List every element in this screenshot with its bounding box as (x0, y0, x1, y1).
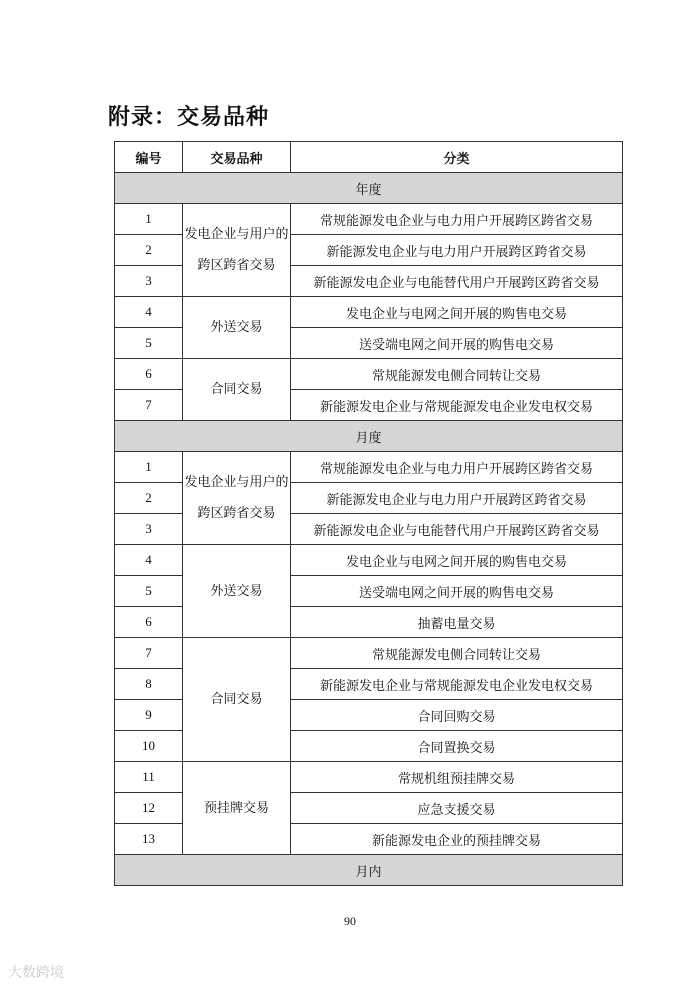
table-row (115, 297, 623, 328)
category-cell: 送受端电网之间开展的购售电交易 (291, 576, 623, 607)
row-number: 10 (115, 731, 183, 762)
row-number: 7 (115, 390, 183, 421)
row-number: 1 (115, 204, 183, 235)
trade-type-cell: 外送交易 (183, 545, 291, 638)
header-trade-type: 交易品种 (183, 142, 291, 173)
page-heading: 附录：交易品种 (108, 105, 270, 130)
row-number: 4 (115, 297, 183, 328)
category-cell: 新能源发电企业与常规能源发电企业发电权交易 (291, 390, 623, 421)
row-number: 13 (115, 824, 183, 855)
category-cell: 应急支援交易 (291, 793, 623, 824)
row-number: 12 (115, 793, 183, 824)
row-number: 9 (115, 700, 183, 731)
page-number: 90 (344, 914, 356, 928)
category-cell: 抽蓄电量交易 (291, 607, 623, 638)
row-number: 6 (115, 607, 183, 638)
trade-type-cell: 合同交易 (183, 359, 291, 421)
category-cell: 合同回购交易 (291, 700, 623, 731)
category-cell: 新能源发电企业与电力用户开展跨区跨省交易 (291, 483, 623, 514)
trade-type-cell: 预挂牌交易 (183, 762, 291, 855)
category-cell: 新能源发电企业与电能替代用户开展跨区跨省交易 (291, 514, 623, 545)
category-cell: 常规能源发电企业与电力用户开展跨区跨省交易 (291, 452, 623, 483)
category-cell: 合同置换交易 (291, 731, 623, 762)
section-title: 月内 (115, 855, 623, 886)
row-number: 8 (115, 669, 183, 700)
trade-type-cell: 合同交易 (183, 638, 291, 762)
row-number: 2 (115, 235, 183, 266)
table-row (115, 452, 623, 483)
row-number: 11 (115, 762, 183, 793)
table-row (115, 762, 623, 793)
section-row-intramonth (115, 855, 623, 886)
row-number: 5 (115, 328, 183, 359)
category-cell: 发电企业与电网之间开展的购售电交易 (291, 545, 623, 576)
category-cell: 常规能源发电企业与电力用户开展跨区跨省交易 (291, 204, 623, 235)
category-cell: 新能源发电企业的预挂牌交易 (291, 824, 623, 855)
trade-type-cell: 发电企业与用户的跨区跨省交易 (183, 204, 291, 297)
section-row-annual (115, 173, 623, 204)
trade-type-cell: 外送交易 (183, 297, 291, 359)
category-cell: 新能源发电企业与电能替代用户开展跨区跨省交易 (291, 266, 623, 297)
category-cell: 常规能源发电侧合同转让交易 (291, 638, 623, 669)
category-cell: 新能源发电企业与电力用户开展跨区跨省交易 (291, 235, 623, 266)
table-row (115, 204, 623, 235)
section-row-monthly (115, 421, 623, 452)
trade-type-cell: 发电企业与用户的跨区跨省交易 (183, 452, 291, 545)
table-row (115, 545, 623, 576)
header-category: 分类 (291, 142, 623, 173)
category-cell: 常规机组预挂牌交易 (291, 762, 623, 793)
watermark: 大数跨境 (8, 965, 64, 981)
trade-types-table (114, 141, 623, 886)
row-number: 6 (115, 359, 183, 390)
category-cell: 送受端电网之间开展的购售电交易 (291, 328, 623, 359)
row-number: 1 (115, 452, 183, 483)
table-row (115, 638, 623, 669)
category-cell: 新能源发电企业与常规能源发电企业发电权交易 (291, 669, 623, 700)
row-number: 5 (115, 576, 183, 607)
row-number: 2 (115, 483, 183, 514)
row-number: 3 (115, 266, 183, 297)
table-row (115, 359, 623, 390)
section-title: 年度 (115, 173, 623, 204)
header-number: 编号 (115, 142, 183, 173)
row-number: 7 (115, 638, 183, 669)
row-number: 4 (115, 545, 183, 576)
category-cell: 常规能源发电侧合同转让交易 (291, 359, 623, 390)
row-number: 3 (115, 514, 183, 545)
table-header-row (115, 142, 623, 173)
section-title: 月度 (115, 421, 623, 452)
category-cell: 发电企业与电网之间开展的购售电交易 (291, 297, 623, 328)
